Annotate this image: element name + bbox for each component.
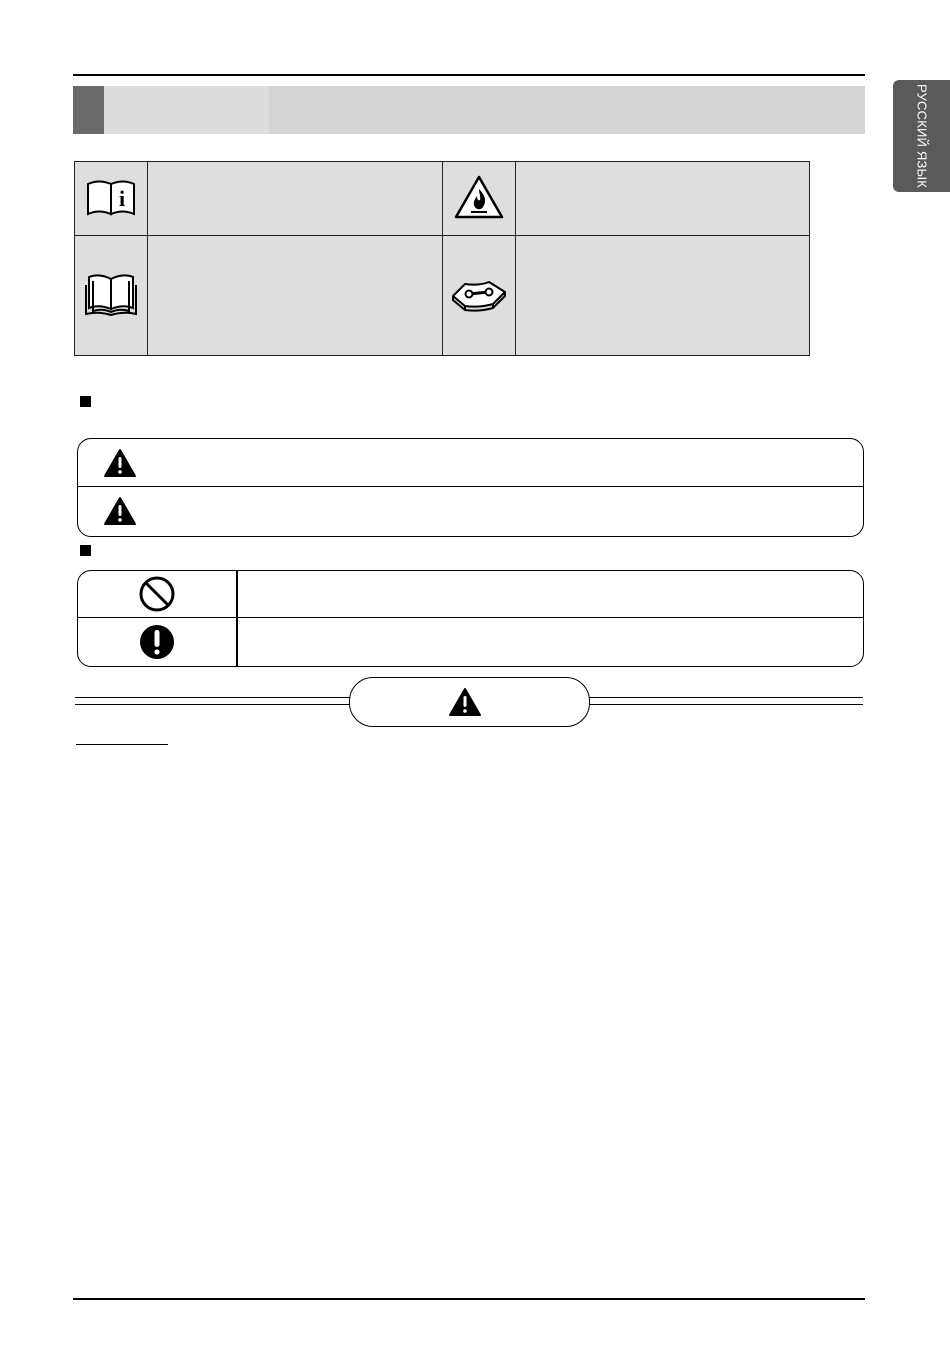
symbol-cell-2-text — [515, 162, 810, 236]
section-title-bar — [73, 86, 865, 134]
prohibited-row — [78, 571, 863, 617]
symbol-cell-4-icon — [442, 236, 515, 356]
symbol-cell-3-text — [148, 236, 443, 356]
service-manual-icon — [449, 276, 509, 312]
warning-row-icon-cell — [78, 439, 162, 486]
caution-triangle-icon — [103, 496, 137, 526]
flammable-warning-icon — [453, 174, 505, 220]
caution-banner-line-right — [588, 697, 863, 705]
symbol-cell-1-icon — [75, 162, 148, 236]
caution-row — [78, 486, 863, 534]
warning-triangle-icon — [448, 687, 482, 717]
subheading — [76, 728, 168, 745]
svg-text:i: i — [118, 186, 126, 211]
mandatory-icon — [138, 623, 176, 661]
symbols-table — [74, 161, 810, 356]
prohibited-row-icon-cell — [78, 571, 236, 617]
symbol-cell-4-text — [515, 236, 810, 356]
title-accent-block — [73, 86, 104, 134]
caution-row-icon-cell — [78, 487, 162, 534]
warning-caution-box — [77, 438, 864, 537]
caution-banner-line-left — [75, 697, 350, 705]
symbol-cell-1-text — [148, 162, 443, 236]
read-manual-info-icon — [85, 176, 137, 218]
section-2-bullet — [80, 545, 91, 556]
warning-triangle-icon — [103, 448, 137, 478]
language-tab[interactable] — [893, 80, 950, 192]
symbol-meaning-box — [77, 570, 864, 667]
section-1-bullet — [80, 396, 91, 407]
mandatory-row-icon-cell — [78, 618, 236, 665]
bottom-rule — [73, 1298, 865, 1300]
caution-banner — [349, 677, 590, 727]
symbol-cell-2-icon — [442, 162, 515, 236]
warning-row — [78, 439, 863, 486]
language-tab-label: РУССКИЙ ЯЗЫК — [914, 83, 929, 189]
prohibited-icon — [138, 575, 176, 613]
title-highlight-block — [104, 86, 269, 134]
top-rule — [73, 74, 865, 76]
mandatory-row — [78, 617, 863, 665]
symbol-cell-3-icon — [75, 236, 148, 356]
open-book-icon — [84, 271, 138, 317]
